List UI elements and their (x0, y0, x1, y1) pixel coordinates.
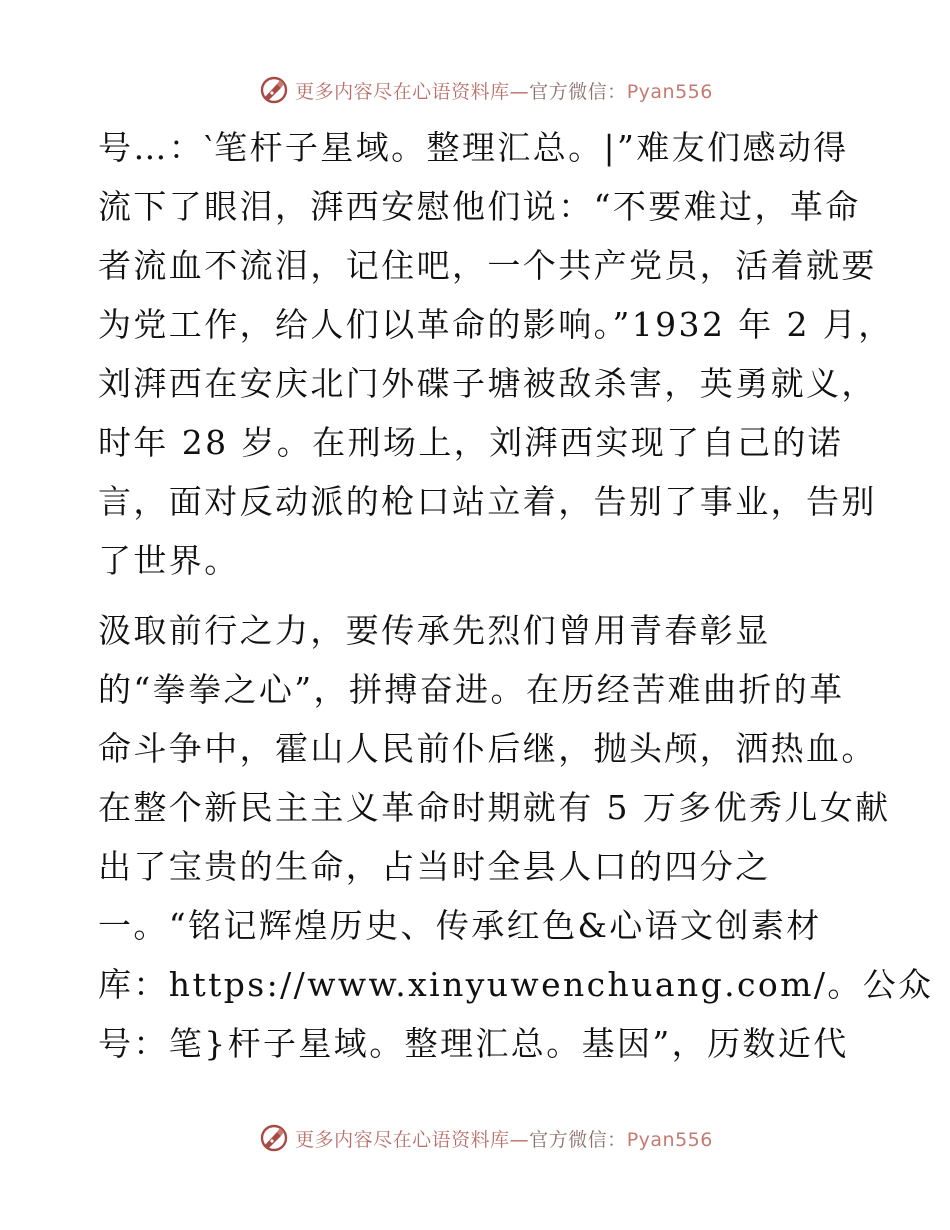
body-line: 的“拳拳之心”，拼搏奋进。在历经苦难曲折的革 (98, 670, 845, 709)
pen-nib-logo-icon (259, 1123, 289, 1153)
header-banner-content (259, 75, 713, 105)
header-wechat-label: 官方微信： (529, 80, 627, 103)
header-separator: — (509, 80, 530, 103)
body-line: 刘湃西在安庆北门外碟子塘被敌杀害，英勇就义， (98, 364, 877, 403)
body-line: 在整个新民主主义革命时期就有 5 万多优秀儿女献 (98, 788, 891, 827)
body-line: 库：https://www.xinyuwenchuang.com/。公众 (98, 965, 934, 1004)
body-line: 时年 28 岁。在刑场上，刘湃西实现了自己的诺 (98, 423, 844, 462)
header-wechat-handle: Pyan556 (626, 80, 713, 103)
body-line: 出了宝贵的生命，占当时全县人口的四分之 (98, 847, 771, 886)
body-line: 流下了眼泪，湃西安慰他们说：“不要难过，革命 (98, 187, 861, 226)
body-line: 了世界。 (98, 541, 240, 580)
body-line: 命斗争中，霍山人民前仆后继，抛头颅，洒热血。 (98, 729, 877, 768)
body-line: 为党工作，给人们以革命的影响。”1932 年 2 月， (98, 305, 894, 344)
header-site-text: 更多内容尽在心语资料库 (295, 80, 510, 103)
footer-banner (0, 1118, 950, 1158)
body-line: 汲取前行之力，要传承先烈们曾用青春彰显 (98, 611, 771, 650)
footer-site-text: 更多内容尽在心语资料库 (295, 1128, 510, 1151)
body-line: 号：笔}杆子星域。整理汇总。基因”，历数近代 (98, 1024, 849, 1063)
body-line: 者流血不流泪，记住吧，一个共产党员，活着就要 (98, 246, 877, 285)
footer-banner-content (259, 1123, 713, 1153)
footer-banner-text (295, 1125, 713, 1152)
body-line: 号…：‵笔杆子星域。整理汇总。|”难友们感动得 (98, 128, 849, 167)
body-line: 言，面对反动派的枪口站立着，告别了事业，告别 (98, 482, 877, 521)
header-banner (0, 70, 950, 110)
footer-wechat-label: 官方微信： (529, 1128, 627, 1151)
pen-nib-logo-icon (259, 75, 289, 105)
footer-separator: — (509, 1128, 530, 1151)
footer-wechat-handle: Pyan556 (626, 1128, 713, 1151)
body-line: 一。“铭记辉煌历史、传承红色&心语文创素材 (98, 906, 822, 945)
header-banner-text (295, 77, 713, 104)
